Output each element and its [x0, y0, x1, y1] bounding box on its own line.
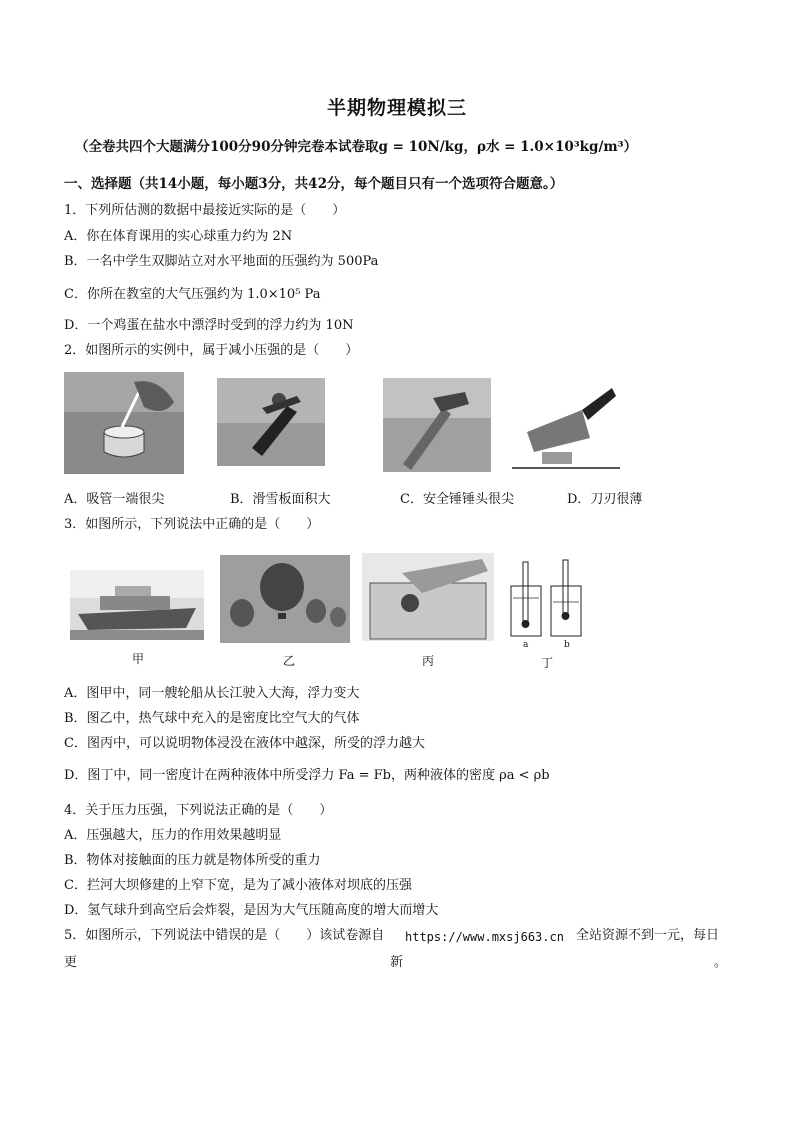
q1-option-c: C．你所在教室的大气压强约为 1.0×10⁵ Pa [64, 287, 321, 302]
q3-caption-bing: 丙 [422, 654, 435, 668]
q4-option-c: C．拦河大坝修建的上窄下宽，是为了减小液体对坝底的压强 [64, 878, 412, 893]
q3-figure-tank [362, 553, 494, 641]
page-title: 半期物理模拟三 [326, 97, 467, 119]
q4-stem: 4．关于压力压强，下列说法正确的是（ ） [64, 803, 333, 818]
q3-option-d: D．图丁中，同一密度计在两种液体中所受浮力 Fa = Fb，两种液体的密度 ρa < ρb [64, 768, 550, 783]
q2-figure-knife [512, 380, 620, 472]
q5-wrap-geng: 更 [64, 955, 78, 970]
q2-option-b: B．滑雪板面积大 [230, 492, 331, 507]
q2-option-d: D．刀刃很薄 [567, 492, 643, 507]
q1-option-b: B．一名中学生双脚站立对水平地面的压强约为 500Pa [64, 254, 379, 269]
q4-option-d: D．氢气球升到高空后会炸裂，是因为大气压随高度的增大而增大 [64, 903, 439, 918]
q2-option-c: C．安全锤锤头很尖 [400, 492, 514, 507]
q4-option-a: A．压强越大，压力的作用效果越明显 [64, 828, 282, 843]
q3-stem: 3．如图所示，下列说法中正确的是（ ） [64, 517, 320, 532]
q1-option-d: D．一个鸡蛋在盐水中漂浮时受到的浮力约为 10N [64, 318, 354, 333]
q3-caption-yi: 乙 [283, 654, 296, 668]
q2-figure-hammer [383, 378, 491, 472]
q3-option-b: B．图乙中，热气球中充入的是密度比空气大的气体 [64, 711, 360, 726]
q3-caption-jia: 甲 [132, 652, 145, 666]
q2-figure-snowboard [217, 378, 325, 466]
q2-stem: 2．如图所示的实例中，属于减小压强的是（ ） [64, 343, 359, 358]
q1-stem: 1．下列所估测的数据中最接近实际的是（ ） [64, 203, 346, 218]
q2-option-a: A．吸管一端很尖 [64, 492, 165, 507]
q3-label-b: b [564, 640, 570, 650]
exam-note: （全卷共四个大题满分100分90分钟完卷本试卷取g = 10N/kg，ρ水 = 1.0×10³kg/m³） [75, 139, 638, 155]
q3-caption-ding: 丁 [541, 656, 554, 670]
q3-figure-hydrometer-beakers [505, 558, 587, 640]
q5-wrap-xin: 新 [390, 955, 404, 970]
q5-source-link[interactable]: https://www.mxsj663.cn [405, 930, 564, 944]
q3-figure-balloons [220, 555, 350, 643]
q3-label-a: a [523, 640, 529, 650]
q5-stem: 5．如图所示，下列说法中错误的是（ ）该试卷源自 [64, 928, 385, 943]
q2-figure-straw [64, 372, 184, 474]
q5-tail-text: 全站资源不到一元，每日 [576, 928, 720, 943]
q3-option-c: C．图丙中，可以说明物体浸没在液体中越深，所受的浮力越大 [64, 736, 425, 751]
q3-figure-ship [70, 570, 204, 640]
q1-option-a: A．你在体育课用的实心球重力约为 2N [64, 229, 293, 244]
q3-option-a: A．图甲中，同一艘轮船从长江驶入大海，浮力变大 [64, 686, 360, 701]
section-heading: 一、选择题（共14小题，每小题3分，共42分，每个题目只有一个选项符合题意。） [64, 176, 564, 192]
q4-option-b: B．物体对接触面的压力就是物体所受的重力 [64, 853, 321, 868]
q5-wrap-dot: 。 [714, 955, 728, 970]
